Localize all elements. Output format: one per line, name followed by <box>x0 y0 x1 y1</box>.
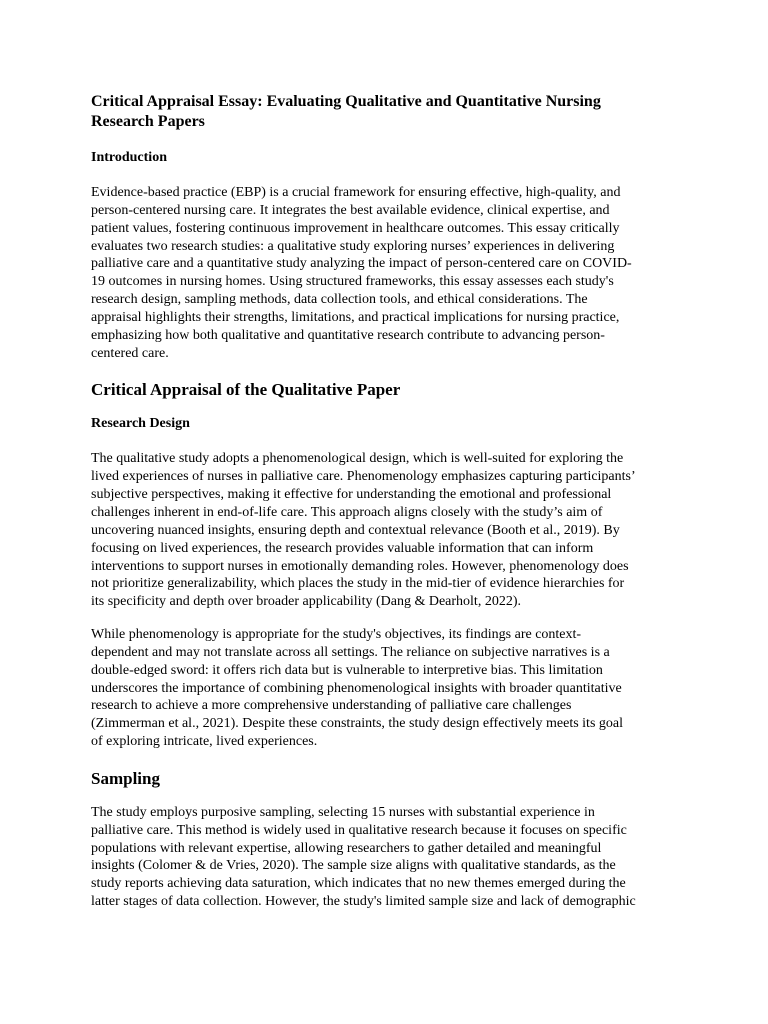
intro-line: evaluates two research studies: a qualitative study exploring nurses’ experiences in delivering <box>91 238 615 254</box>
research-design-paragraph-2 <box>91 626 691 751</box>
intro-line: patient values, fostering continuous improvement in healthcare outcomes. This essay critically <box>91 220 620 236</box>
intro-line: 19 outcomes in nursing homes. Using structured frameworks, this essay assesses each study's <box>91 274 614 290</box>
intro-line: centered care. <box>91 345 169 361</box>
sampling-line: study reports achieving data saturation, which indicates that no new themes emerged during the <box>91 876 626 892</box>
design-line: subjective perspectives, making it effective for understanding the emotional and professional <box>91 487 612 503</box>
research-design-paragraph-1 <box>91 450 691 611</box>
design-line: dependent and may not translate across all settings. The reliance on subjective narratives is a <box>91 644 610 660</box>
intro-heading: Introduction <box>91 150 167 165</box>
design-line: focusing on lived experiences, the research provides valuable information that can inform <box>91 540 594 556</box>
document-page <box>91 92 691 926</box>
design-line: underscores the importance of combining phenomenological insights with broader quantitative <box>91 680 622 696</box>
design-line: double-edged sword: it offers rich data but is vulnerable to interpretive bias. This limitation <box>91 662 603 678</box>
intro-paragraph <box>91 184 691 362</box>
document-title <box>91 92 691 132</box>
design-line: challenges inherent in end-of-life care. This approach aligns closely with the study’s aim of <box>91 504 603 520</box>
intro-line: research design, sampling methods, data collection tools, and ethical considerations. The <box>91 292 588 308</box>
intro-line: person-centered nursing care. It integrates the best available evidence, clinical expertise, and <box>91 202 610 218</box>
sampling-paragraph <box>91 804 691 911</box>
qualitative-section-heading: Critical Appraisal of the Qualitative Paper <box>91 380 401 400</box>
design-line: interventions to support nurses in emotionally demanding roles. However, phenomenology does <box>91 558 629 574</box>
sampling-line: The study employs purposive sampling, selecting 15 nurses with substantial experience in <box>91 804 595 820</box>
design-line: its specificity and depth over broader applicability (Dang & Dearholt, 2022). <box>91 594 521 610</box>
design-line: lived experiences of nurses in palliative care. Phenomenology emphasizes capturing participants’ <box>91 469 636 485</box>
sampling-line: latter stages of data collection. However, the study's limited sample size and lack of demographic <box>91 894 636 910</box>
intro-line: emphasizing how both qualitative and quantitative research contribute to advancing person- <box>91 327 605 343</box>
design-line: of exploring intricate, lived experiences. <box>91 734 318 750</box>
design-line: (Zimmerman et al., 2021). Despite these constraints, the study design effectively meets its goal <box>91 716 623 732</box>
title-line-1: Critical Appraisal Essay: Evaluating Qualitative and Quantitative Nursing <box>91 93 601 110</box>
intro-line: appraisal highlights their strengths, limitations, and practical implications for nursing practice, <box>91 309 620 325</box>
research-design-heading: Research Design <box>91 416 190 432</box>
sampling-line: insights (Colomer & de Vries, 2020). The sample size aligns with qualitative standards, as the <box>91 858 616 874</box>
sampling-line: palliative care. This method is widely used in qualitative research because it focuses on specific <box>91 822 627 838</box>
title-line-2: Research Papers <box>91 113 205 130</box>
design-line: While phenomenology is appropriate for the study's objectives, its findings are context- <box>91 627 582 643</box>
intro-line: palliative care and a quantitative study analyzing the impact of person-centered care on COVID- <box>91 256 632 272</box>
design-line: research to achieve a more comprehensive understanding of palliative care challenges <box>91 698 572 714</box>
design-line: uncovering nuanced insights, ensuring depth and contextual relevance (Booth et al., 2019). By <box>91 522 620 538</box>
intro-line: Evidence-based practice (EBP) is a crucial framework for ensuring effective, high-quality, and <box>91 185 621 200</box>
sampling-line: populations with relevant expertise, allowing researchers to gather detailed and meaningful <box>91 840 602 856</box>
sampling-heading: Sampling <box>91 768 160 788</box>
design-line: The qualitative study adopts a phenomenological design, which is well-suited for exploring the <box>91 451 624 467</box>
design-line: not prioritize generalizability, which places the study in the mid-tier of evidence hierarchies for <box>91 576 625 592</box>
